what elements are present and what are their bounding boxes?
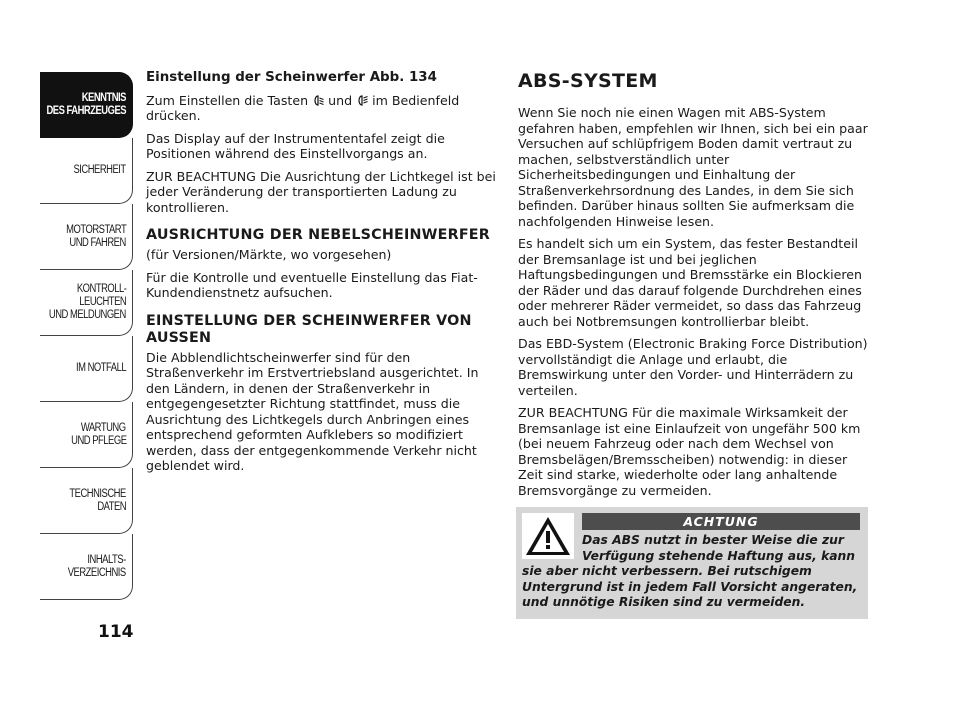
warning-triangle-icon <box>522 513 574 559</box>
headlight-up-icon <box>356 95 368 106</box>
paragraph: Das Display auf der Instrumententafel zeigt die Positionen während des Einstellvorgangs an. <box>146 130 445 161</box>
text: Zum Einstellen die Tasten <box>146 92 309 108</box>
left-column <box>146 70 498 481</box>
tab-label: WARTUNG <box>81 421 126 434</box>
paragraph: Das EBD-System (Electronic Braking Force Distribution) vervollständigt die Anlage und erlaubt, die Bremswirkung unter den Vorder- und Hinterrädern zu verteilen. <box>518 336 868 398</box>
tab-kenntnis-des-fahrzeuges[interactable] <box>40 72 133 138</box>
tab-label: UND MELDUNGEN <box>49 309 126 321</box>
tab-label: DES FAHRZEUGES <box>46 104 126 117</box>
paragraph: ZUR BEACHTUNG Für die maximale Wirksamkeit der Bremsanlage ist eine Einlaufzeit von ungefähr 500 km (bei neuem Fahrzeug oder nach dem Wechsel von Bremsbeläge​n/Bremsscheiben) notwendig: in dieser Zeit sind starke, wiederholte oder lang anhaltende Bremsvorgänge zu vermeiden. <box>518 405 861 498</box>
paragraph: ZUR BEACHTUNG Die Ausrichtung der Lichtkegel ist bei jeder Veränderung der transportierten Ladung zu kontrollieren. <box>146 168 496 215</box>
warning-box <box>516 507 868 619</box>
tab-label: SICHERHEIT <box>73 164 126 176</box>
tab-label: VERZEICHNIS <box>68 566 126 579</box>
headlight-down-icon <box>312 95 324 106</box>
text: und <box>328 92 353 108</box>
warning-text: Das ABS nutzt in bester Weise die zur Verfügung stehende Haftung aus, kann sie aber nicht verbessern. Bei rutschigem Untergrund ist in jedem Fall Vorsicht angeraten, und unnötige Risiken sind zu vermeiden. <box>522 533 858 609</box>
tab-label: DATEN <box>97 500 126 513</box>
text: im Bedienfeld drücken. <box>146 92 460 123</box>
tab-label: TECHNISCHE <box>69 487 126 500</box>
page-title: ABS-SYSTEM <box>518 70 658 92</box>
tab-kontrollleuchten-und-meldungen[interactable] <box>40 270 133 336</box>
paragraph: Wenn Sie noch nie einen Wagen mit ABS-System gefahren haben, empfehlen wir Ihnen, sich bei ein paar Versuchen auf schlüpfrigem Boden damit vertraut zu machen, selbstverständlich unter Sicherheitsbedingungen und Einhaltung der Straßenverkehrsordnung des Landes, in dem Sie sich befinden. Darüber hinaus sollten Sie aufmerksam die nachfolgenden Hinweise lesen. <box>518 105 868 229</box>
tab-label: KONTROLL- <box>76 283 126 295</box>
paragraph: Die Abblendlichtscheinwerfer sind für den Straßenverkehr im Erstvertriebsland ausgerichtet. In den Ländern, in denen der Straßenverkehr in entgegengesetzter Richtung stattfindet, muss die Ausrichtung des Lichtkegels durch Anbringen eines entsprechend geformten Aufklebers so modifiziert werden, dass der entgegenkommende Verkehr nicht geblendet wird. <box>146 349 479 473</box>
tab-label: KENNTNIS <box>81 91 126 104</box>
paragraph: Es handelt sich um ein System, das fester Bestandteil der Bremsanlage ist und bei jeglichen Haftungsbedingungen und Bremsstärke ein Blockieren der Räder und das darauf folgende Durchdrehen eines oder mehrerer Räder vermeidet, so dass das Fahrzeug auch bei Notbremsungen kontrollierbar bleibt. <box>518 236 862 329</box>
tab-im-notfall[interactable] <box>40 336 133 402</box>
paragraph <box>146 93 498 124</box>
tab-label: UND PFLEGE <box>70 434 126 447</box>
tab-sicherheit[interactable] <box>40 138 133 204</box>
paragraph: (für Versionen/Märkte, wo vorgesehen) <box>146 247 392 262</box>
warning-title: ACHTUNG <box>582 513 860 530</box>
tab-label: UND FAHREN <box>69 236 126 249</box>
tab-label: MOTORSTART <box>65 223 126 236</box>
section-heading: EINSTELLUNG DER SCHEINWERFER VON AUSSEN <box>146 312 472 346</box>
section-heading: Einstellung der Scheinwerfer Abb. 134 <box>146 70 437 85</box>
paragraph: Für die Kontrolle und eventuelle Einstellung das Fiat-Kundendienstnetz aufsuchen. <box>146 269 478 300</box>
right-column <box>518 70 868 505</box>
tab-technische-daten[interactable] <box>40 468 133 534</box>
chapter-tabs <box>40 72 133 600</box>
tab-label: IM NOTFALL <box>75 362 126 374</box>
tab-wartung-und-pflege[interactable] <box>40 402 133 468</box>
section-heading: AUSRICHTUNG DER NEBELSCHEINWERFER <box>146 227 490 243</box>
tab-inhaltsverzeichnis[interactable] <box>40 534 133 600</box>
tab-label: LEUCHTEN <box>79 296 126 308</box>
tab-label: INHALTS- <box>87 553 126 566</box>
page-number: 114 <box>98 622 134 642</box>
tab-motorstart-und-fahren[interactable] <box>40 204 133 270</box>
